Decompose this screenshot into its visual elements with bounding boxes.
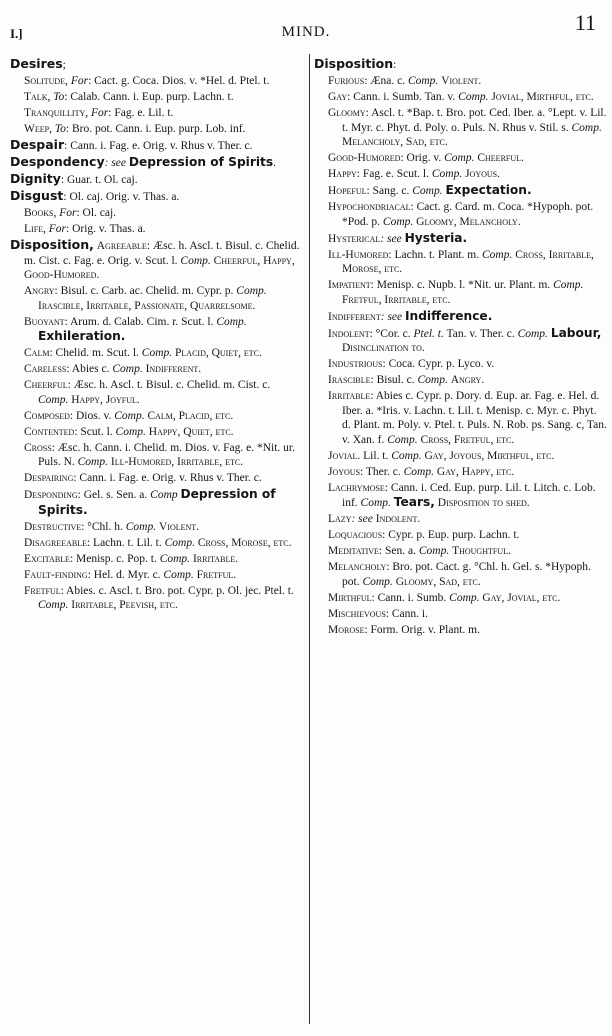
sub-entry: Hopeful: Sang. c. Comp. Expectation. — [328, 183, 532, 197]
sub-entry: Lazy: see Indolent. — [328, 513, 421, 525]
sub-entry: Ill-Humored: Lachn. t. Plant. m. Comp. Cross, Irritable, Morose, etc. — [328, 248, 594, 275]
sub-entry: Furious: Æna. c. Comp. Violent. — [328, 75, 482, 87]
left-column — [10, 57, 303, 614]
entry-despondency: Despondency: see Depression of Spirits. — [10, 154, 276, 169]
entry-heading: Dignity — [10, 171, 61, 186]
entry-heading: Despondency — [10, 154, 105, 169]
sub-entry: Irritable: Abies c. Cypr. p. Dory. d. Eup. ar. Fag. e. Hel. d. Iber. a. *Iris. v. Lachn. t. Lil. t. Menisp. c. Myr. c. Phyt. d. Plant. m. Poly. v. Ptel. t. Puls. N. Rob. ps. Sang. c, Tan. v. Xan. f. Comp. Cross, Fretful, etc. — [328, 390, 607, 446]
entry-heading: Desires — [10, 56, 63, 71]
sub-entry: Calm: Chelid. m. Scut. l. Comp. Placid, Quiet, etc. — [24, 347, 262, 359]
sub-entry: Gay: Cann. i. Sumb. Tan. v. Comp. Jovial, Mirthful, etc. — [328, 91, 594, 103]
column-divider — [309, 54, 310, 1024]
sub-entry: Despairing: Cann. i. Fag. e. Orig. v. Rhus v. Ther. c. — [24, 472, 262, 484]
entry-heading: Disposition, — [10, 237, 94, 252]
page-header — [0, 8, 612, 41]
sub-entry: Happy: Fag. e. Scut. l. Comp. Joyous. — [328, 168, 500, 180]
sub-entry: Cross: Æsc. h. Cann. i. Chelid. m. Dios. v. Fag. e. *Nit. ur. Puls. N. Comp. Ill-Humored, Irritable, etc. — [24, 441, 295, 468]
entry-disposition: Disposition, Agreeable: Æsc. h. Ascl. t. Bisul. c. Chelid. m. Cist. c. Fag. e. Orig. v. Scut. l. Comp. Cheerful, Happy, Good-Humored. — [10, 237, 300, 281]
sub-entry: Meditative: Sen. a. Comp. Thoughtful. — [328, 545, 511, 557]
sub-entry: Angry: Bisul. c. Carb. ac. Chelid. m. Cypr. p. Comp. Irascible, Irritable, Passionate, Quarrelsome. — [24, 285, 267, 312]
sub-entry: Composed: Dios. v. Comp. Calm, Placid, etc. — [24, 409, 234, 422]
section-marker: I.] — [10, 26, 23, 41]
sub-entry: Industrious: Coca. Cypr. p. Lyco. v. — [328, 358, 495, 370]
sub-entry: Joyous: Ther. c. Comp. Gay, Happy, etc. — [328, 465, 515, 478]
sub-entry: Excitable: Menisp. c. Pop. t. Comp. Irritable. — [24, 552, 239, 565]
sub-entry: Melancholy: Bro. pot. Cact. g. °Chl. h. Gel. s. *Hypoph. pot. Comp. Gloomy, Sad, etc. — [328, 561, 591, 588]
sub-entry: Hysterical: see Hysteria. — [328, 230, 468, 245]
sub-entry: Desponding: Gel. s. Sen. a. Comp Depression of Spirits. — [24, 487, 276, 517]
sub-entry: Morose: Form. Orig. v. Plant. m. — [328, 623, 480, 636]
sub-entry: Life, For: Orig. v. Thas. a. — [24, 223, 146, 235]
sub-entry: Mirthful: Cann. i. Sumb. Comp. Gay, Jovial, etc. — [328, 591, 561, 604]
sub-entry: Careless: Abies c. Comp. Indifferent. — [24, 363, 202, 375]
sub-entry: Irascible: Bisul. c. Comp. Angry. — [328, 374, 485, 386]
sub-entry: Loquacious: Cypr. p. Eup. purp. Lachn. t. — [328, 529, 520, 541]
sub-entry: Solitude, For: Cact. g. Coca. Dios. v. *Hel. d. Ptel. t. — [24, 75, 270, 87]
entry-desires: Desires; — [10, 56, 66, 71]
sub-entry: Weep, To: Bro. pot. Cann. i. Eup. purp. Lob. inf. — [24, 123, 246, 135]
entry-heading: Despair — [10, 137, 65, 152]
sub-entry: Talk, To: Calab. Cann. i. Eup. purp. Lachn. t. — [24, 91, 234, 103]
sub-entry: Books, For: Ol. caj. — [24, 207, 117, 219]
sub-entry: Good-Humored: Orig. v. Comp. Cheerful. — [328, 152, 524, 164]
sub-entry: Cheerful: Æsc. h. Ascl. t. Bisul. c. Chelid. m. Cist. c. Comp. Happy, Joyful. — [24, 379, 271, 406]
sub-entry: Hypochondriacal: Cact. g. Card. m. Coca. *Hypoph. pot. *Pod. p. Comp. Gloomy, Melancholy. — [328, 201, 594, 228]
entry-disgust: Disgust: Ol. caj. Orig. v. Thas. a. — [10, 188, 180, 203]
sub-entry: Indolent: °Cor. c. Ptel. t. Tan. v. Ther. c. Comp. Labour, Disinclination to. — [328, 325, 602, 354]
sub-entry: Destructive: °Chl. h. Comp. Violent. — [24, 520, 200, 533]
sub-entry: Buoyant: Arum. d. Calab. Cim. r. Scut. l. Comp. Exhileration. — [24, 315, 247, 343]
entry-heading: Disposition — [314, 56, 394, 71]
sub-entry: Gloomy: Ascl. t. *Bap. t. Bro. pot. Ced. Iber. a. °Lept. v. Lil. t. Myr. c. Phyt. d. Poly. o. Puls. N. Rhus v. Stil. s. Comp. Melancholy, Sad, etc. — [328, 107, 607, 148]
entry-despair: Despair: Cann. i. Fag. e. Orig. v. Rhus v. Ther. c. — [10, 137, 253, 152]
sub-entry: Tranquillity, For: Fag. e. Lil. t. — [24, 107, 174, 119]
entry-disposition-continued: Disposition: — [314, 56, 397, 71]
page-number: 11 — [574, 10, 596, 35]
page-title: MIND. — [281, 24, 331, 40]
sub-entry: Disagreeable: Lachn. t. Lil. t. Comp. Cross, Morose, etc. — [24, 536, 292, 549]
sub-entry: Indifferent: see Indifference. — [328, 308, 493, 323]
entry-heading: Disgust — [10, 188, 64, 203]
sub-entry: Impatient: Menisp. c. Nupb. l. *Nit. ur. Plant. m. Comp. Fretful, Irritable, etc. — [328, 279, 584, 306]
sub-entry: Jovial. Lil. t. Comp. Gay, Joyous, Mirthful, etc. — [328, 449, 555, 462]
right-column — [314, 57, 607, 639]
sub-entry: Fault-finding: Hel. d. Myr. c. Comp. Fretful. — [24, 568, 237, 581]
sub-entry: Lachrymose: Cann. i. Ced. Eup. purp. Lil. t. Litch. c. Lob. inf. Comp. Tears, Disposition to shed. — [328, 481, 596, 509]
entry-dignity: Dignity: Guar. t. Ol. caj. — [10, 171, 138, 186]
sub-entry: Mischievous: Cann. i. — [328, 607, 428, 620]
sub-entry: Fretful: Abies. c. Ascl. t. Bro. pot. Cypr. p. Ol. jec. Ptel. t. Comp. Irritable, Peevish, etc. — [24, 584, 294, 611]
sub-entry: Contented: Scut. l. Comp. Happy, Quiet, etc. — [24, 425, 234, 438]
